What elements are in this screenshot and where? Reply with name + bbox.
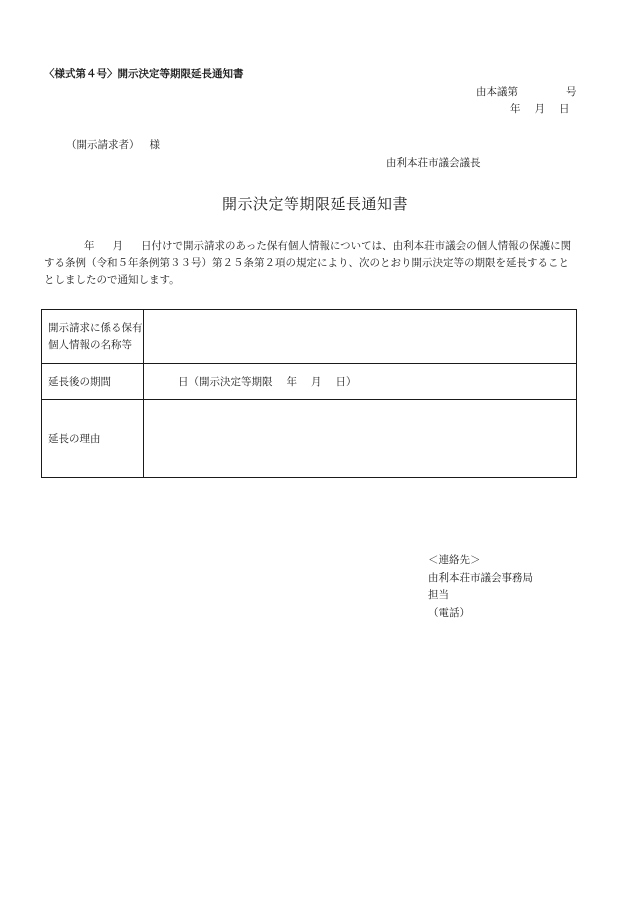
- contact-office: 由利本荘市議会事務局: [428, 571, 533, 584]
- row-label-info-name: 開示請求に係る保有個人情報の名称等: [42, 310, 144, 364]
- row-value-info-name: [144, 310, 577, 364]
- contact-phone: （電話）: [428, 606, 470, 619]
- recipient: [66, 137, 160, 152]
- date-month: 月: [534, 103, 545, 115]
- contact-heading: ＜連絡先＞: [428, 554, 481, 566]
- table-row: [42, 364, 577, 400]
- recipient-honorific: 様: [149, 139, 160, 151]
- form-label: 〈様式第４号〉開示決定等期限延長通知書: [44, 68, 244, 80]
- document-title: 開示決定等期限延長通知書: [221, 195, 408, 213]
- document-number-prefix: 由本議第: [476, 86, 518, 98]
- body-month: 月: [112, 240, 123, 252]
- date-year: 年: [510, 103, 521, 115]
- row-label-extension-period: 延長後の期間: [42, 364, 144, 400]
- body-text: 日付けで開示請求のあった保有個人情報については、由利本荘市議会の個人情報の保護に関する条例（令和５年条例第３３号）第２５条第２項の規定により、次のとおり開示決定等の期限を延長することとしましたので通知します。: [44, 240, 572, 286]
- extension-day: 日（開示決定等期限: [178, 376, 273, 388]
- issue-date: [510, 101, 570, 116]
- body-year: 年: [84, 240, 95, 252]
- document-number-suffix: 号: [566, 86, 577, 98]
- document-number: [476, 84, 577, 99]
- row-value-extension-period: [144, 364, 577, 400]
- recipient-name: （開示請求者）: [66, 139, 140, 151]
- extension-year: 年: [286, 376, 297, 388]
- contact-person: 担当: [428, 589, 449, 601]
- row-value-reason: [144, 400, 577, 478]
- contact-block: [428, 552, 533, 622]
- extension-end: 日）: [335, 376, 357, 388]
- table-row: [42, 310, 577, 364]
- body-paragraph: [44, 238, 579, 289]
- date-day: 日: [559, 103, 570, 115]
- extension-month: 月: [311, 376, 322, 388]
- sender: 由利本荘市議会議長: [386, 157, 481, 169]
- info-table: [41, 309, 577, 478]
- table-row: [42, 400, 577, 478]
- row-label-reason: 延長の理由: [42, 400, 144, 478]
